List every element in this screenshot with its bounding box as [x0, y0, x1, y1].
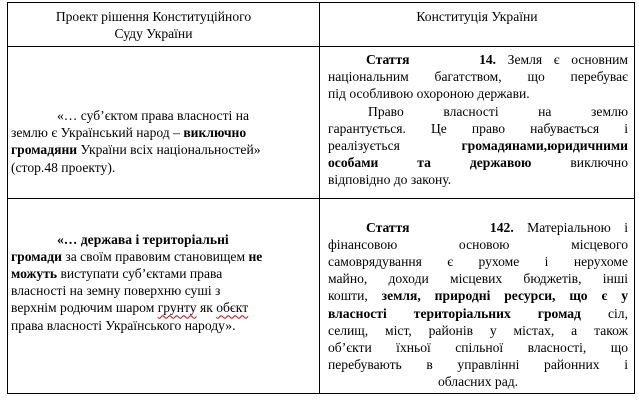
row1-right-cell — [320, 47, 635, 199]
row2-right-cell — [320, 198, 635, 393]
row2-left-quote: «… держава і територіальні громади за своїм правовим становищем не можуть виступати суб’єктами права власності на земну поверхню суші з верхнім родючим шаром грунту як обєкт права власності Українського народу». — [11, 231, 263, 333]
comparison-table — [7, 2, 635, 394]
table-row — [8, 198, 635, 393]
header-right-cell — [320, 3, 635, 47]
header-right-title: Конституція України — [416, 9, 538, 24]
header-left-cell — [8, 3, 320, 47]
table-row — [8, 47, 635, 199]
header-row — [8, 3, 635, 47]
row2-left-cell — [8, 198, 320, 393]
header-left-line1: Проект рішення Конституційного — [55, 9, 252, 24]
row1-left-cell — [8, 47, 320, 199]
row1-left-quote: «… суб’єктом права власності на землю є Український народ – виключно громадяни України всіх національностей» (стор.48 проекту). — [11, 108, 261, 175]
header-left-line2: Суду України — [114, 26, 193, 42]
article-14: Стаття 14. Земля є основним національним багатством, що перебуває під особливою охороною держави. Право власності на землю гарантується. Це право набувається і реалізується громадянами,юридичними особами та державою виключно відповідно до закону. — [328, 52, 629, 188]
article-142: Стаття 142. Матеріальною і фінансовою основою місцевого самоврядування є рухоме і нерухоме майно, доходи місцевих бюджетів, інші кошти, земля, природні ресурси, що є у власності територіальних громад сіл, селищ, міст, районів у містах, а також об’єкти їхньої спільної власності, що перебувають в управлінні районних і обласних рад. — [328, 219, 628, 390]
